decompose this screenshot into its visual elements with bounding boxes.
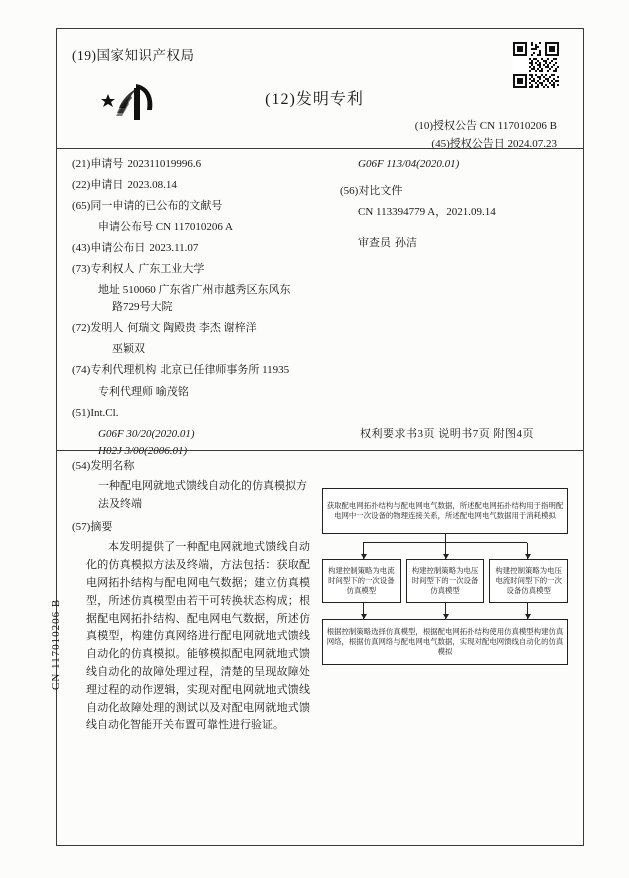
field-73-value: 广东工业大学	[138, 263, 205, 276]
field-43-code: (43)申请公布日	[72, 242, 146, 255]
diagram-box-voltage-time: 构建控制策略为电压时间型下的一次设备仿真模型	[406, 559, 485, 603]
citation-1: CN 113394779 A，2021.09.14	[358, 206, 496, 219]
field-22-value: 2023.08.14	[127, 179, 177, 192]
field-51	[72, 405, 328, 422]
field-72-code: (72)发明人	[72, 322, 124, 335]
grant-publication-date: (45)授权公告日 2024.07.23	[431, 138, 557, 150]
field-72-value: 何瑞文 陶殿贵 李杰 谢梓洋	[127, 322, 257, 335]
examiner-value: 孙洁	[395, 237, 417, 250]
inventor-line2: 巫颖双	[112, 343, 145, 356]
assignee-address-line2: 路729号大院	[112, 301, 173, 314]
diagram-box-output: 根据控制策略选择仿真模型，根据配电网拓扑结构使用仿真模型构建仿真网络，根据仿真网络与配电网电气数据，实现对配电网馈线自动化的仿真模拟	[322, 619, 568, 665]
invention-title: 一种配电网就地式馈线自动化的仿真模拟方法及终端	[98, 479, 307, 510]
abstract-text-wrap	[72, 539, 310, 735]
field-22-code: (22)申请日	[72, 179, 124, 192]
field-51-code: (51)Int.Cl.	[72, 406, 119, 419]
field-21-code: (21)申请号	[72, 158, 124, 170]
qr-code-icon	[513, 42, 559, 88]
field-65	[72, 198, 328, 215]
diagram-box-voltage-current-time: 构建控制策略为电压电流时间型下的一次设备仿真模型	[489, 559, 568, 603]
diagram-box-input: 获取配电网拓扑结构与配电网电气数据，所述配电网拓扑结构用于指明配电网中一次设备的物理连接关系，所述配电网电气数据用于消耗模拟	[322, 488, 568, 534]
field-73	[72, 261, 328, 278]
ipc-class-2: H02J 3/00(2006.01)	[98, 444, 188, 457]
diagram-branch-row	[322, 559, 568, 603]
field-22	[72, 177, 328, 194]
diagram-arrows-merge	[322, 603, 568, 619]
field-examiner	[340, 235, 580, 252]
spine-publication-number	[50, 550, 62, 690]
bibliographic-right-column	[340, 156, 580, 256]
field-74-code: (74)专利代理机构	[72, 364, 157, 377]
page-count-note: 权利要求书3页 说明书7页 附图4页	[360, 428, 534, 440]
patent-agent: 专利代理师 喻茂铭	[98, 385, 189, 398]
abstract-figure	[322, 488, 568, 665]
invention-title-code: (54)发明名称	[72, 460, 135, 472]
field-74	[72, 362, 328, 379]
field-65-value: 申请公布号 CN 117010206 A	[98, 221, 233, 234]
page-title: (12)发明专利	[265, 91, 364, 108]
field-56-code: (56)对比文件	[340, 185, 403, 198]
field-21-value: 202311019996.6	[127, 158, 202, 170]
field-72	[72, 320, 328, 337]
field-21	[72, 156, 328, 173]
diagram-arrows-branch	[322, 543, 568, 559]
field-73-code: (73)专利权人	[72, 263, 135, 276]
grant-publication-number: (10)授权公告 CN 117010206 B	[414, 120, 557, 132]
assignee-address-line1: 地址 510060 广东省广州市越秀区东风东	[98, 284, 291, 297]
spine-text: CN 117010206 B	[50, 598, 62, 690]
field-43-value: 2023.11.07	[149, 242, 199, 255]
field-43	[72, 240, 328, 257]
divider-mid	[57, 450, 583, 451]
field-56	[340, 183, 580, 200]
ipc-class-3: G06F 113/04(2020.01)	[358, 158, 460, 170]
abstract-text: 本发明提供了一种配电网就地式馈线自动化的仿真模拟方法及终端，方法包括：获取配电网拓扑结构与配电网电气数据；建立仿真模型，所述仿真模型由若干可转换状态构成；根据配电网拓扑结构、配电网电气数据，所述仿真模型，构建仿真网络进行配电网就地式馈线自动化的仿真模拟。能够模拟配电网就地式馈线自动化的故障处理过程，清楚的呈现故障处理过程的动作逻辑，实现对配电网就地式馈线自动化故障处理的测试以及对配电网就地式馈线自动化智能开关布置可靠性进行验证。	[86, 541, 310, 732]
divider-top	[57, 148, 583, 149]
examiner-code: 审查员	[358, 237, 391, 250]
issuing-office: (19)国家知识产权局	[72, 48, 195, 63]
bibliographic-left-column	[72, 156, 328, 460]
ipc-class-1: G06F 30/20(2020.01)	[98, 427, 195, 440]
abstract-code: (57)摘要	[72, 521, 113, 534]
diagram-connector-stub-top	[322, 534, 568, 542]
abstract-column	[72, 458, 310, 735]
field-65-code: (65)同一申请的已公布的文献号	[72, 200, 223, 213]
diagram-box-current-time: 构建控制策略为电流时间型下的一次设备仿真模型	[322, 559, 401, 603]
field-74-value: 北京已任律师事务所 11935	[160, 364, 290, 377]
